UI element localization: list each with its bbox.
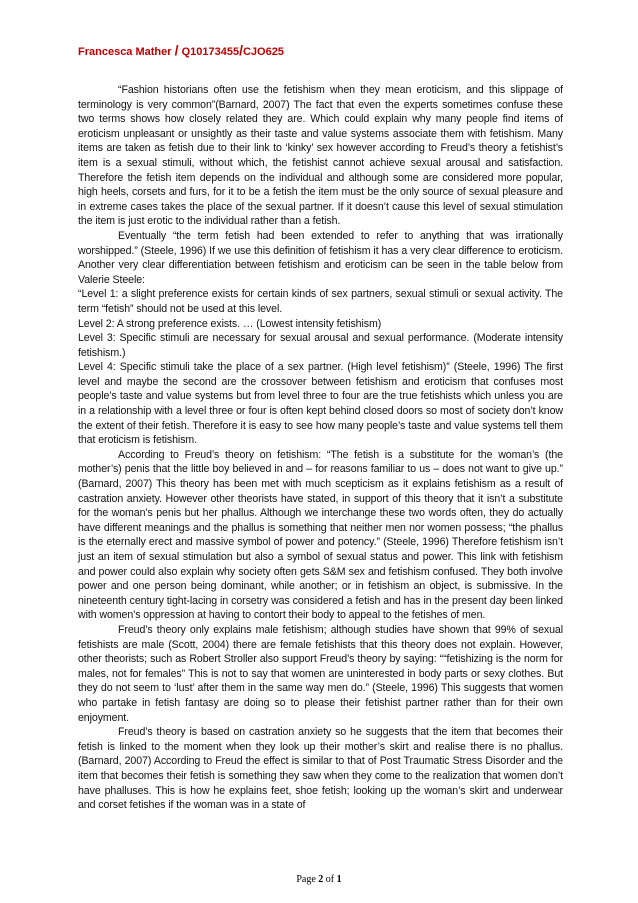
of-label: of (325, 874, 335, 885)
header-separator: / (239, 42, 243, 58)
document-header (78, 42, 284, 58)
paragraph: Freud’s theory is based on castration anxiety so he suggests that the item that becomes their fetish is linked to the moment when they look up their mother’s skirt and realise there is no phallus. (Barnard, 2007) According to Freud the effect is similar to that of Post Traumatic Stress Disorder and the item that becomes their fetish is something they saw when they come to the realization that women don’t have phalluses. This is how he explains feet, shoe fetish; looking up the woman’s skirt and underwear and corset fetishes if the woman was in a state of (78, 726, 563, 812)
page-number: 2 (318, 874, 324, 885)
page-label: Page (296, 874, 316, 885)
paragraph: “Level 1: a slight preference exists for certain kinds of sex partners, sexual stimuli or sexual activity. The term “fetish” should not be used at this level. (78, 288, 563, 315)
course-code: CJO625 (242, 46, 284, 58)
page-total: 1 (336, 874, 342, 885)
paragraph: According to Freud’s theory on fetishism: “The fetish is a substitute for the woman’s (the mother’s) penis that the little boy believed in and – for reasons familiar to us – does not want to give up.” (Barnard, 2007) This theory has been met with much scepticism as it explains fetishism as a result of castration anxiety. However other theorists have stated, in support of this theory that it isn’t a substitute for the woman’s penis but her phallus. Although we interchange these two words often, they do actually have different meanings and the phallus is something that neither men nor women possess; “the phallus is the eternally erect and massive symbol of power and potency.” (Steele, 1996) Therefore fetishism isn’t just an item of sexual stimulation but also a symbol of sexual status and power. This link with fetishism and power could also explain why society often gets S&M sex and fetishism confused. They both involve power and one person being dominant, while another; or in fetishism an object, is submissive. In the nineteenth century tight-lacing in corsetry was considered a fetish and has in the present day been linked with women’s oppression at having to contort their body to appeal to the fetishes of men. (78, 448, 563, 622)
paragraph: Level 3: Specific stimuli are necessary for sexual arousal and sexual performance. (Moderate intensity fetishism.) (78, 332, 563, 359)
paragraph: Level 2: A strong preference exists. … (Lowest intensity fetishism) (78, 317, 382, 330)
paragraph: Level 4: Specific stimuli take the place of a sex partner. (High level fetishism)” (Steele, 1996) The first level and maybe the second are the crossover between fetishism and eroticism that confuses most people’s taste and value systems but from level three to four are the true fetishists which unless you are in a relationship with a level three or four is often kept behind closed doors so most of society don’t know the extent of their fetish. Therefore it is easy to see how many people’s taste and value systems tell them that eroticism is fetishism. (78, 361, 563, 447)
paragraph: “Fashion historians often use the fetishism when they mean eroticism, and this slippage of terminology is very common”(Barnard, 2007) The fact that even the experts sometimes confuse these two terms shows how closely related they are. Which could explain why many people find items of eroticism unpleasant or unsightly as their taste and value systems associate them with fetishism. Many items are taken as fetish due to their link to ‘kinky’ sex however according to Freud’s theory a fetishist’s item is a sexual stimuli, without which, the fetishist cannot achieve sexual arousal and satisfaction. Therefore the fetish item depends on the individual and although some are considered more popular, high heels, corsets and furs, for it to be a fetish the item must be the only source of sexual pleasure and in extreme cases takes the place of the sexual partner. If it doesn’t cause this level of sexual stimulation the item is just erotic to the individual rather than a fetish. (78, 84, 563, 228)
paragraph: Freud’s theory only explains male fetishism; although studies have shown that 99% of sexual fetishists are male (Scott, 2004) there are female fetishists that this theory does not explain. However, other theorists; such as Robert Stroller also support Freud’s theory by saying: ““fetishizing is the norm for males, not for females” This is not to say that women are uninterested in body parts or sexy clothes. But they do not seem to ‘lust’ after them in the same way men do.” (Steele, 1996) This suggests that women who partake in fetish fantasy are doing so to please their fetishist partner rather than for their own enjoyment. (78, 623, 563, 724)
author-name: Francesca Mather (78, 46, 172, 58)
paragraph: Eventually “the term fetish had been extended to refer to anything that was irrationally worshipped.” (Steele, 1996) If we use this definition of fetishism it has a very clear difference to eroticism. Another very clear differentiation between fetishism and eroticism can be seen in the table below from Valerie Steele: (78, 229, 563, 286)
page-footer (0, 874, 638, 885)
header-separator: / (174, 42, 179, 58)
essay-body (78, 83, 563, 813)
student-id: Q10173455 (181, 46, 240, 58)
